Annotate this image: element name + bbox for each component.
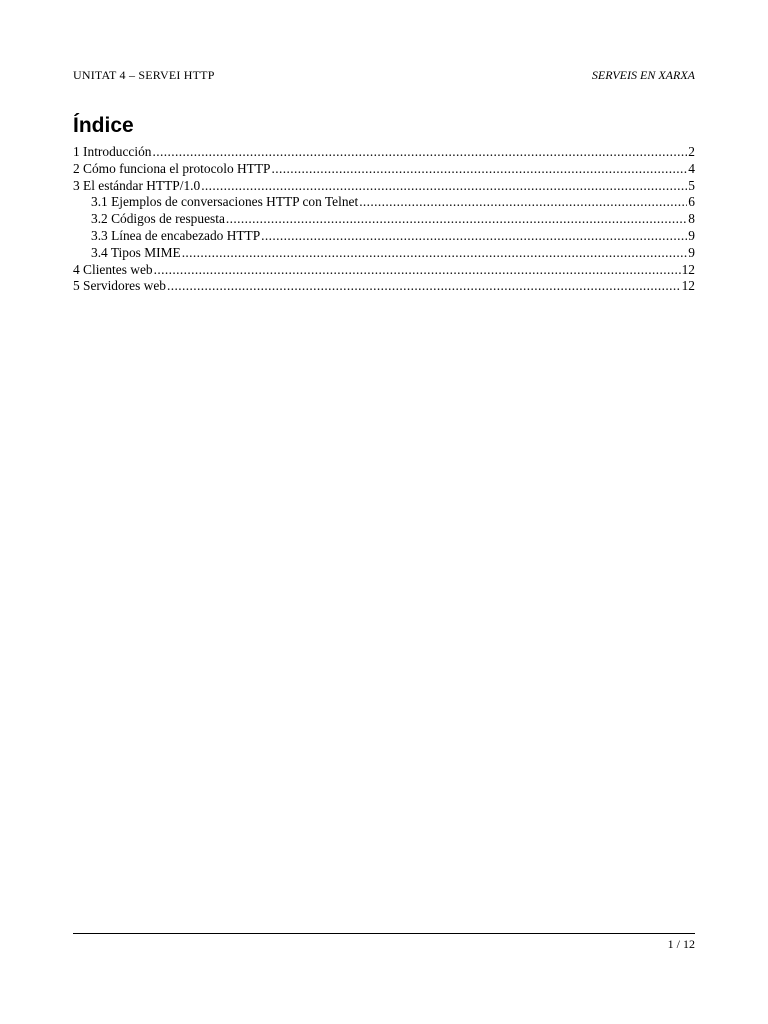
toc-entry-label: 3 El estándar HTTP/1.0 [73, 177, 201, 193]
toc-entry-linea-encabezado[interactable] [73, 228, 695, 245]
toc-entry-page: 2 [688, 144, 695, 159]
page-header [73, 66, 695, 84]
toc-entry-page: 6 [688, 194, 695, 210]
toc-entry-label: 1 Introducción [73, 144, 152, 159]
toc-dot-leader [167, 278, 681, 295]
toc-entry-label: 3.1 Ejemplos de conversaciones HTTP con Telnet [91, 194, 359, 210]
toc-entry-tipos-mime[interactable] [73, 245, 695, 262]
footer-divider [73, 933, 695, 934]
toc-dot-leader [182, 245, 688, 262]
toc-dot-leader [226, 211, 687, 228]
table-of-contents [73, 144, 695, 295]
toc-entry-ejemplos-telnet[interactable] [73, 194, 695, 211]
toc-dot-leader [359, 194, 687, 211]
toc-entry-clientes-web[interactable] [73, 262, 695, 279]
toc-entry-codigos-respuesta[interactable] [73, 211, 695, 228]
toc-entry-page: 9 [688, 244, 695, 260]
page-number: 1 / 12 [667, 937, 695, 951]
toc-entry-page: 12 [681, 261, 695, 277]
toc-dot-leader [271, 161, 687, 178]
toc-entry-servidores-web[interactable] [73, 278, 695, 295]
toc-entry-page: 5 [688, 177, 695, 193]
toc-entry-page: 12 [681, 278, 695, 294]
toc-entry-label: 3.4 Tipos MIME [91, 244, 181, 260]
header-course-title: SERVEIS EN XARXA [591, 68, 695, 82]
toc-dot-leader [152, 144, 687, 161]
toc-entry-label: 5 Servidores web [73, 278, 166, 294]
toc-entry-label: 3.3 Línea de encabezado HTTP [91, 227, 261, 243]
toc-dot-leader [154, 262, 681, 279]
toc-dot-leader [201, 178, 687, 195]
toc-entry-como-funciona[interactable] [73, 161, 695, 178]
toc-entry-estandar-http[interactable] [73, 178, 695, 195]
toc-entry-label: 2 Cómo funciona el protocolo HTTP [73, 160, 271, 176]
toc-entry-page: 9 [688, 227, 695, 243]
toc-entry-label: 4 Clientes web [73, 261, 153, 277]
toc-heading: Índice [73, 114, 134, 137]
header-unit-title: UNITAT 4 – SERVEI HTTP [73, 68, 215, 82]
toc-dot-leader [261, 228, 687, 245]
toc-entry-introduccion[interactable] [73, 144, 695, 161]
toc-entry-label: 3.2 Códigos de respuesta [91, 211, 225, 227]
toc-entry-page: 8 [688, 211, 695, 227]
toc-entry-page: 4 [688, 160, 695, 176]
